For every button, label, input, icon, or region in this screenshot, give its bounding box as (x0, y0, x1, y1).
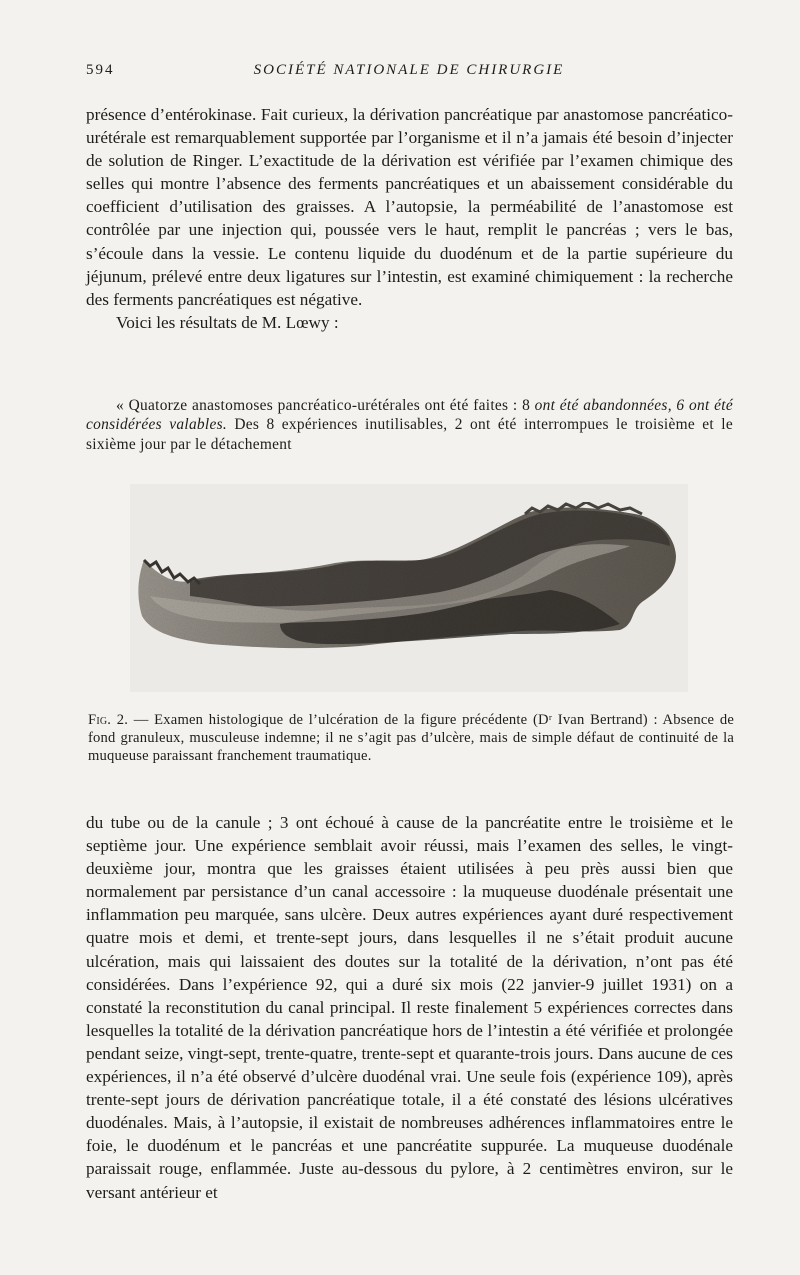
figure-caption (88, 712, 734, 765)
running-header (86, 62, 732, 84)
quote-text: « Quatorze anastomoses pancréatico-urétérales ont été faites : 8 (116, 397, 535, 414)
bottom-text-block (86, 811, 733, 1204)
histology-micrograph (130, 484, 688, 692)
paragraph: présence d’entérokinase. Fait curieux, la dérivation pancréatique par anastomose pancréatico-urétérale est remarquablement supportée par l’organisme et il n’a jamais été besoin d’injecter de solution de Ringer. L’exactitude de la dérivation est vérifiée par l’examen chimique des selles qui montre l’absence des ferments pancréatiques et un abaissement considérable du coefficient d’utilisation des graisses. A l’autopsie, la perméabilité de l’anastomose est contrôlée par une injection qui, poussée vers le haut, remplit le pancréas ; vers le bas, s’écoule dans la vessie. Le contenu liquide du duodénum et de la partie supérieure du jéjunum, prélevé entre deux ligatures sur l’intestin, est examiné chimiquement : la recherche des ferments pancréatiques est négative. (86, 105, 733, 309)
figure-label: Fig. 2. (88, 712, 129, 728)
running-title: SOCIÉTÉ NATIONALE DE CHIRURGIE (253, 62, 565, 78)
page-number: 594 (86, 62, 115, 78)
quote-text: Des 8 expériences inutilisables, 2 ont été interrompues le troisième et le sixième jour par le détachement (86, 416, 733, 453)
paragraph: du tube ou de la canule ; 3 ont échoué à cause de la pancréatite entre le troisième et le septième jour. Une expérience semblait avoir réussi, mais l’examen des selles, le vingt-deuxième jour, montra que les graisses étaient utilisées à peu près aussi bien que normalement par persistance d’un canal accessoire : la muqueuse duodénale présentait une inflammation peu marquée, sans ulcère. Deux autres expériences ayant duré respectivement quatre mois et demi, et trente-sept jours, dans lesquelles il ne s’était produit aucune ulcération, mais qui laissaient des doutes sur la totalité de la dérivation, n’ont pas été considérées. Dans l’expérience 92, qui a duré six mois (22 janvier-9 juillet 1931) on a constaté la reconstitution du canal principal. Il reste finalement 5 expériences correctes dans lesquelles la totalité de la dérivation pancréatique hors de l’intestin a été vérifiée et prolongée pendant seize, vingt-sept, trente-quatre, trente-sept et quarante-trois jours. Dans aucune de ces expériences, il n’a été observé d’ulcère duodénal vrai. Une seule fois (expérience 109), après trente-sept jours de dérivation pancréatique totale, il a été constaté des lésions ulcératives duodénales. Mais, à l’autopsie, il existait de nombreuses adhérences inflammatoires entre le foie, le duodénum et le pancréas et une pancréatite suppurée. La muqueuse duodénale paraissait rouge, enflammée. Juste au-dessous du pylore, à 2 centimètres environ, sur le versant antérieur et (86, 813, 733, 1202)
caption-text: — Examen histologique de l’ulcération de la figure précédente (Dʳ Ivan Bertrand) : Absence de fond granuleux, musculeuse indemne; il ne s’agit pas d’ulcère, mais de simple défaut de continuité de la muqueuse paraissant franchement traumatique. (88, 712, 734, 764)
top-text-block (86, 103, 733, 334)
paragraph: Voici les résultats de M. Lœwy : (116, 312, 339, 332)
quotation (86, 396, 733, 454)
quote-italic-text: ont été abandonnées, 6 ont été considérées valables. (86, 397, 733, 434)
